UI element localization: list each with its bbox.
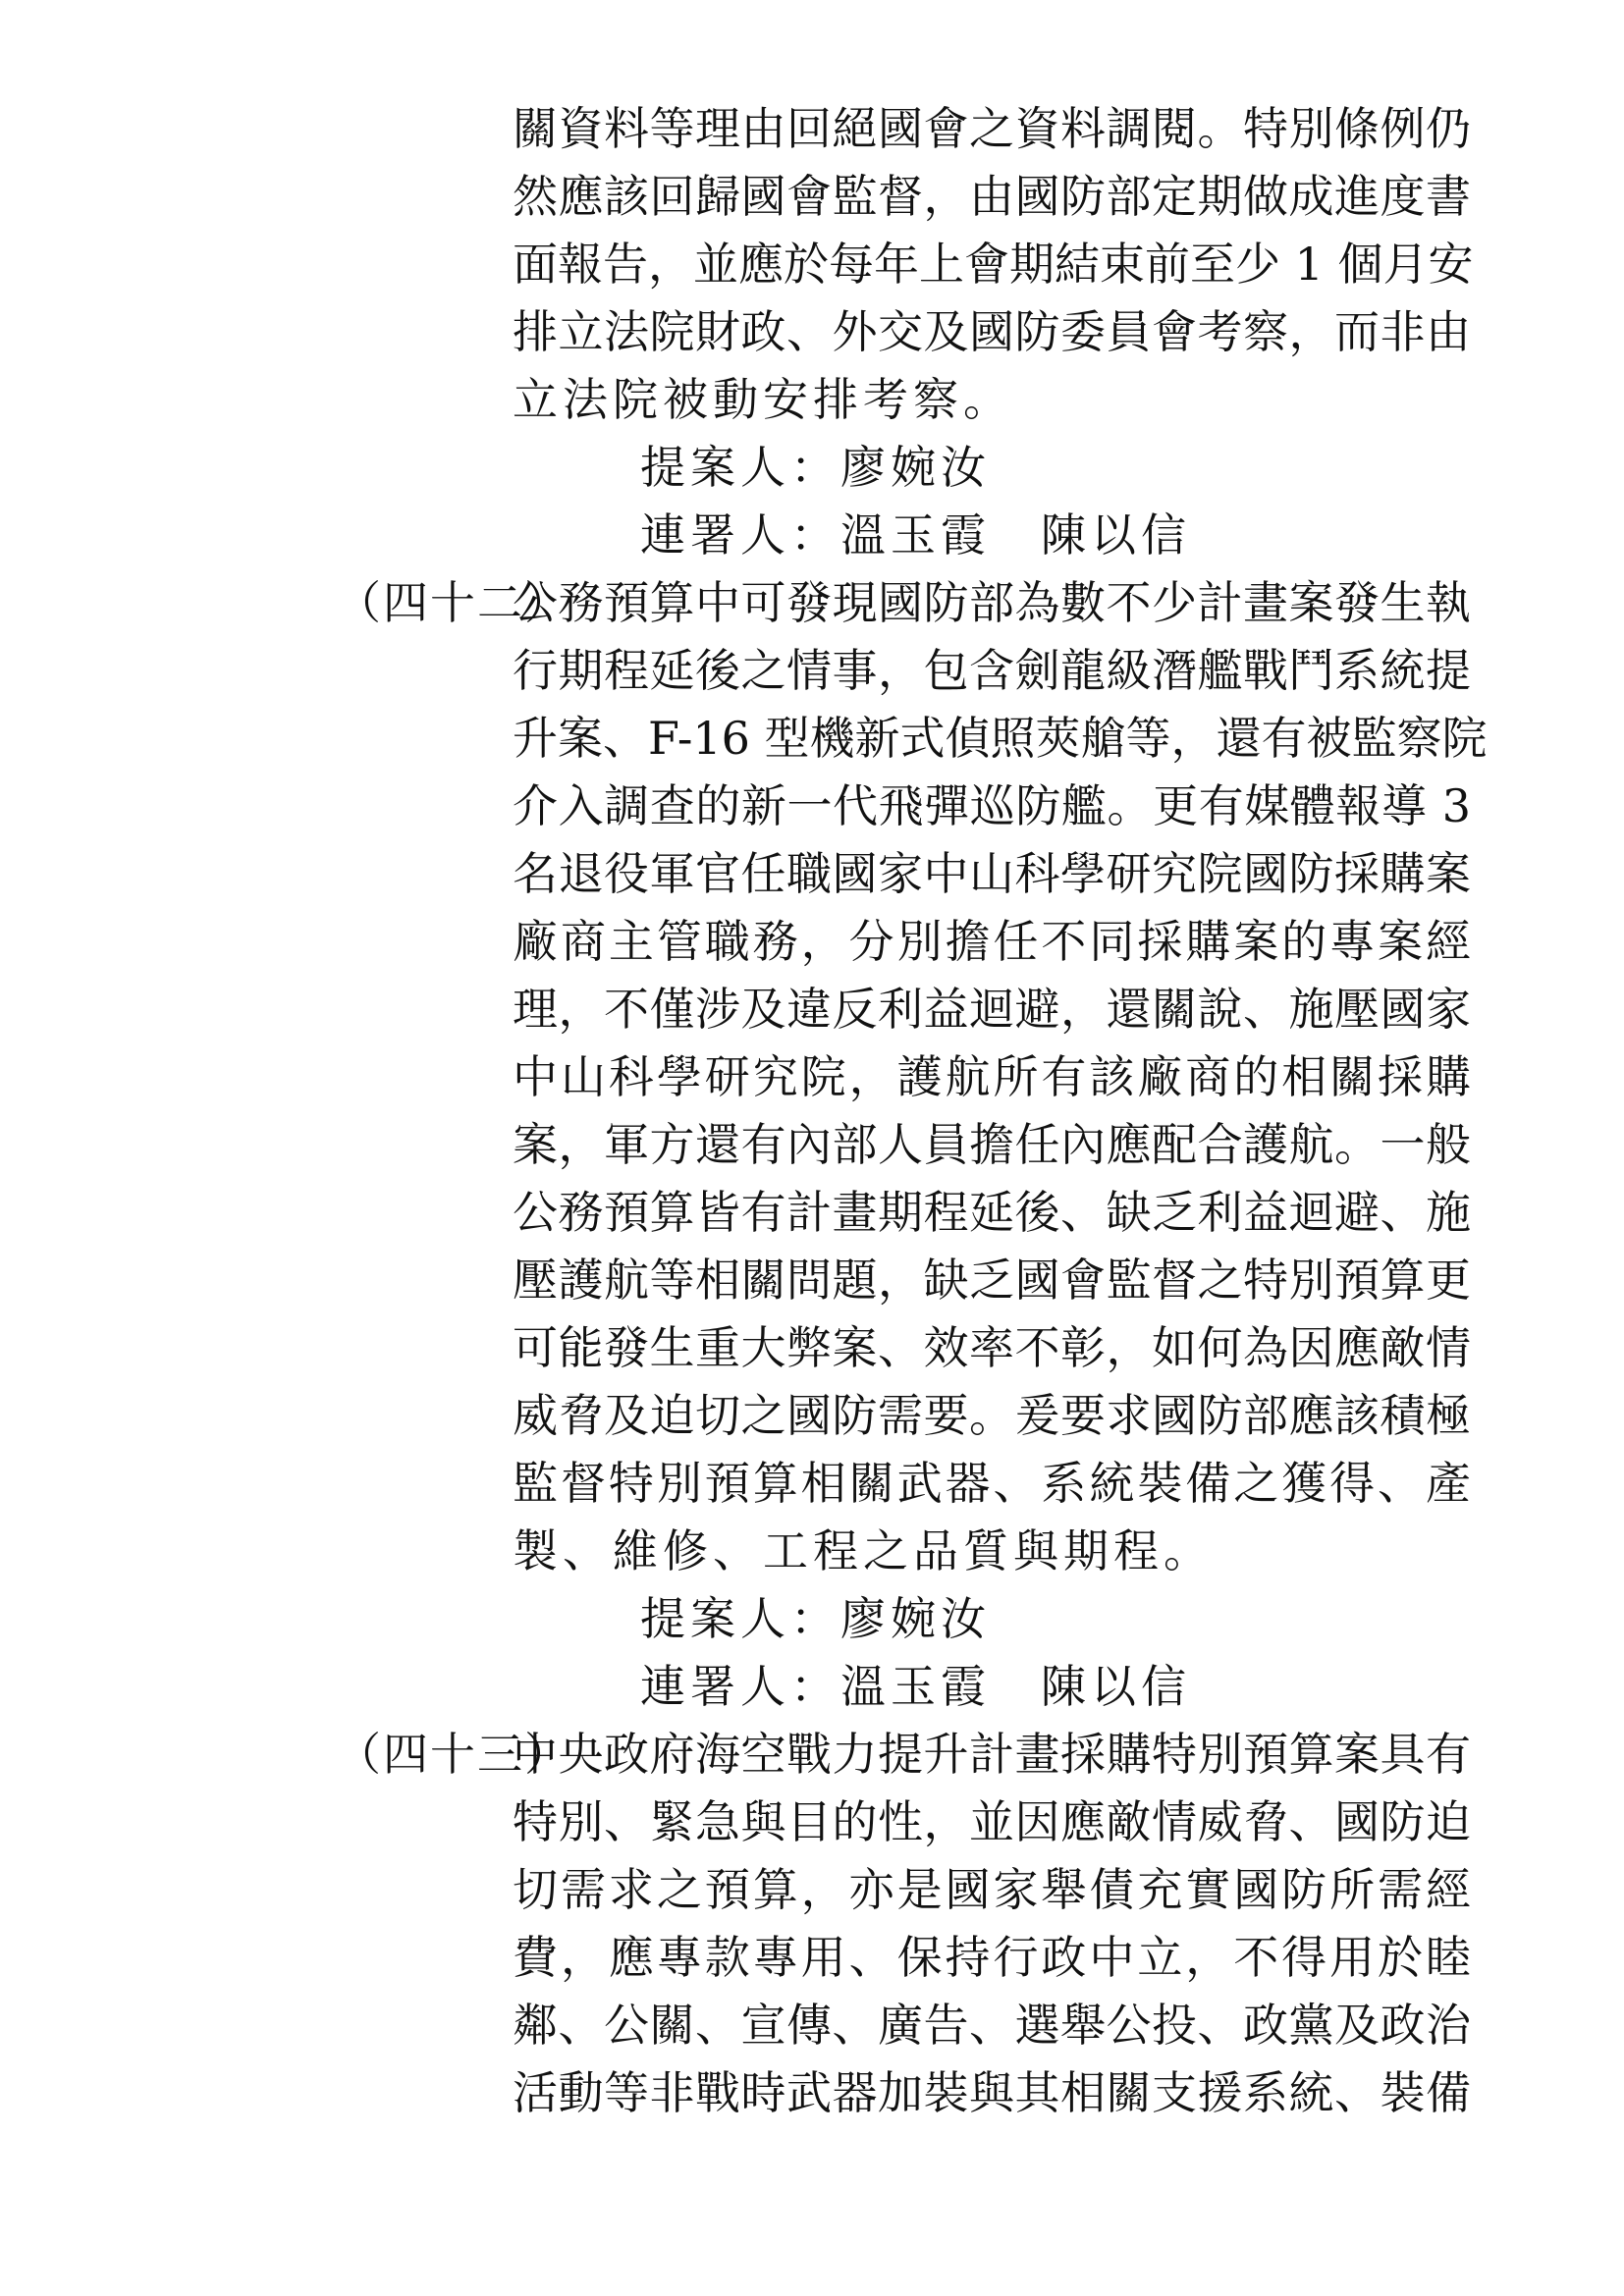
cosigners-line: 連署人：溫玉霞 陳以信 (640, 1660, 1191, 1713)
proposer-line: 提案人：廖婉汝 (640, 1592, 991, 1645)
item-42-line: 公務預算中可發現國防部為數不少計畫案發生執 (513, 576, 1471, 629)
item-42-line: 壓護航等相關問題，缺乏國會監督之特別預算更 (513, 1254, 1471, 1307)
item-42-line: 製、維修、工程之品質與期程。 (513, 1524, 1214, 1577)
item-42-line: 可能發生重大弊案、效率不彰，如何為因應敵情 (513, 1321, 1471, 1374)
paragraph-line: 面報告，並應於每年上會期結束前至少 1 個月安 (513, 238, 1474, 291)
cosigners-line: 連署人：溫玉霞 陳以信 (640, 508, 1191, 561)
item-43-line: 中央政府海空戰力提升計畫採購特別預算案具有 (513, 1728, 1471, 1781)
item-42-line: 威脅及迫切之國防需要。爰要求國防部應該積極 (513, 1389, 1471, 1442)
item-43-line: 費，應專款專用、保持行政中立，不得用於睦 (513, 1931, 1471, 1984)
item-42-line: 廠商主管職務，分別擔任不同採購案的專案經 (513, 915, 1471, 968)
paragraph-line: 立法院被動安排考察。 (513, 373, 1013, 426)
item-42-line: 行期程延後之情事，包含劍龍級潛艦戰鬥系統提 (513, 644, 1471, 697)
paragraph-line: 關資料等理由回絕國會之資料調閱。特別條例仍 (513, 102, 1471, 155)
paragraph-line: 然應該回歸國會監督，由國防部定期做成進度書 (513, 170, 1471, 223)
paragraph-line: 排立法院財政、外交及國防委員會考察，而非由 (513, 305, 1471, 358)
item-43-line: 鄰、公關、宣傳、廣告、選舉公投、政黨及政治 (513, 1999, 1471, 2052)
proposer-line: 提案人：廖婉汝 (640, 441, 991, 494)
item-42-line: 升案、F-16 型機新式偵照莢艙等，還有被監察院 (513, 712, 1488, 765)
item-42-line: 介入調查的新一代飛彈巡防艦。更有媒體報導 3 (513, 779, 1471, 832)
item-42-line: 案，軍方還有內部人員擔任內應配合護航。一般 (513, 1118, 1471, 1171)
item-43-label: （四十三） (336, 1728, 571, 1781)
item-42-label: （四十二） (336, 576, 571, 629)
item-43-line: 特別、緊急與目的性，並因應敵情威脅、國防迫 (513, 1795, 1471, 1848)
item-42-line: 中山科學研究院，護航所有該廠商的相關採購 (513, 1050, 1471, 1103)
item-42-line: 監督特別預算相關武器、系統裝備之獲得、產 (513, 1457, 1471, 1510)
item-42-line: 理，不僅涉及違反利益迴避，還關說、施壓國家 (513, 983, 1471, 1036)
item-42-line: 名退役軍官任職國家中山科學研究院國防採購案 (513, 847, 1471, 900)
item-43-line: 活動等非戰時武器加裝與其相關支援系統、裝備 (513, 2066, 1471, 2119)
item-42-line: 公務預算皆有計畫期程延後、缺乏利益迴避、施 (513, 1186, 1471, 1239)
item-43-line: 切需求之預算，亦是國家舉債充實國防所需經 (513, 1863, 1471, 1916)
